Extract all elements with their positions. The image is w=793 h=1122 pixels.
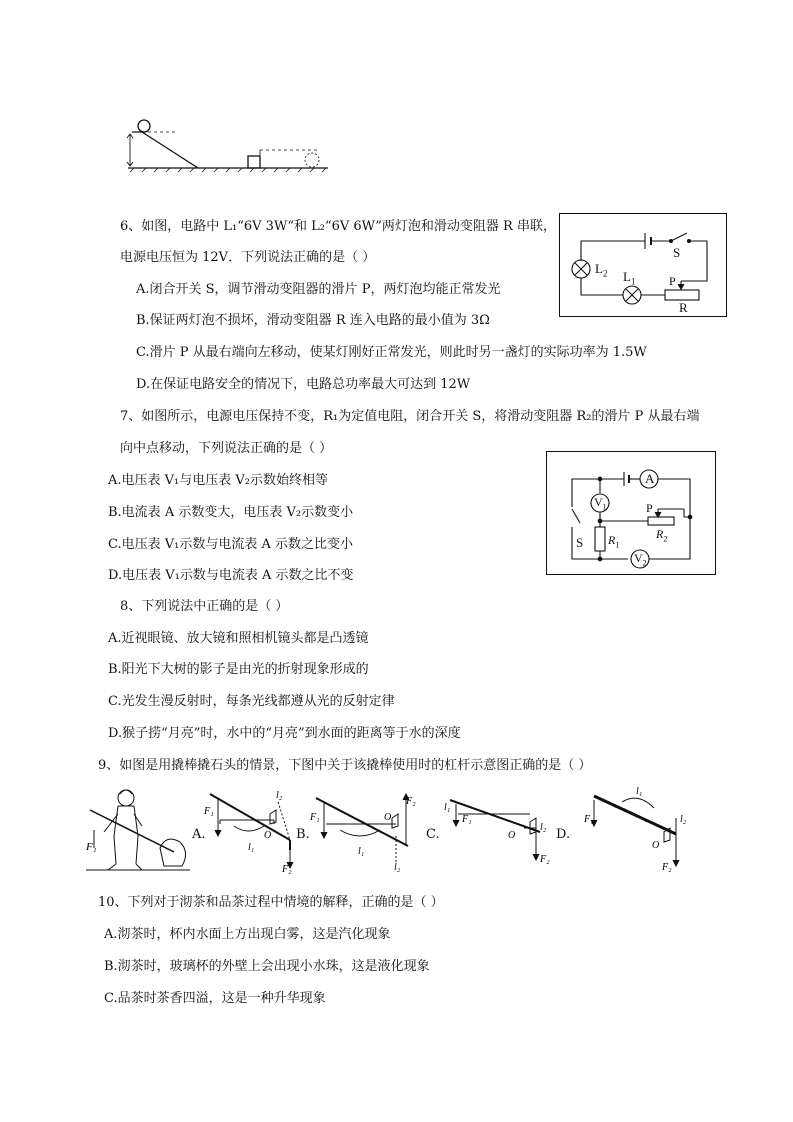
label-p: P <box>646 501 653 515</box>
label-r1: $R_1$ <box>608 533 620 550</box>
svg-text:l₁: l₁ <box>636 786 643 797</box>
q9-diagram-b <box>310 784 414 874</box>
ramp <box>132 132 198 168</box>
label-p: P <box>669 274 676 288</box>
q9-person-scene <box>86 786 190 880</box>
svg-text:l₂: l₂ <box>680 814 687 825</box>
q6-option-c: C.滑片 P 从最右端向左移动，使某灯刚好正常发光，则此时另一盏灯的实际功率为 1.5W <box>136 345 647 360</box>
q6-option-a: A.闭合开关 S，调节滑动变阻器的滑片 P，两灯泡均能正常发光 <box>136 282 501 297</box>
label-l1: $L_1$ <box>623 269 636 287</box>
q7-stem-1: 7、如图所示，电源电压保持不变，R₁为定值电阻，闭合开关 S，将滑动变阻器 R₂的滑片 P 从最右端 <box>120 409 700 424</box>
rheostat-r <box>665 290 699 300</box>
svg-text:O: O <box>508 830 516 841</box>
label-r2: $R_2$ <box>656 527 668 544</box>
q7-circuit-figure <box>546 451 716 575</box>
svg-text:l₂: l₂ <box>276 790 283 801</box>
ball <box>138 120 150 132</box>
q7-option-d: D.电压表 V₁示数与电流表 A 示数之比不变 <box>108 568 354 583</box>
q10-option-b: B.沏茶时，玻璃杯的外壁上会出现小水珠，这是液化现象 <box>104 959 430 974</box>
rheostat-r2 <box>648 517 674 525</box>
svg-text:O: O <box>652 840 660 851</box>
q8-stem: 8、下列说法中正确的是（ ） <box>120 599 289 614</box>
svg-text:O: O <box>384 812 392 823</box>
q8-option-c: C.光发生漫反射时，每条光线都遵从光的反射定律 <box>108 694 395 709</box>
q9-option-b-label: B. <box>296 827 310 842</box>
switch-s <box>671 233 687 241</box>
svg-text:F₂: F₂ <box>662 862 672 873</box>
label-r: R <box>679 300 688 315</box>
q7-stem-2: 向中点移动，下列说法正确的是（ ） <box>120 441 333 456</box>
svg-text:F₁: F₁ <box>462 814 472 825</box>
svg-text:F₁: F₁ <box>584 814 594 825</box>
svg-text:l₂: l₂ <box>394 862 401 873</box>
ramp-figure <box>118 116 338 176</box>
label-s: S <box>576 535 584 550</box>
q7-option-a: A.电压表 V₁与电压表 V₂示数始终相等 <box>108 473 328 488</box>
svg-text:l₁: l₁ <box>358 846 365 857</box>
svg-text:F₁: F₁ <box>204 806 214 817</box>
label-a: A <box>645 471 655 486</box>
q7-option-b: B.电流表 A 示数变大，电压表 V₂示数变小 <box>108 505 354 520</box>
svg-text:F₁: F₁ <box>310 812 320 823</box>
ball-dashed <box>305 153 319 167</box>
q10-option-c: C.品茶时茶香四溢，这是一种升华现象 <box>104 991 326 1006</box>
q9-option-d-label: D. <box>556 827 571 842</box>
svg-text:F₂: F₂ <box>540 854 550 865</box>
label-v2: $V_2$ <box>634 551 647 568</box>
person-f1: F₁ <box>86 841 97 853</box>
switch-s <box>572 509 580 523</box>
q9-stem: 9、如图是用撬棒撬石头的情景，下图中关于该撬棒使用时的杠杆示意图正确的是（ ） <box>98 758 592 773</box>
q10-stem: 10、下列对于沏茶和品茶过程中情境的解释，正确的是（ ） <box>98 895 444 910</box>
q6-stem-2: 电源电压恒为 12V．下列说法正确的是（ ） <box>120 250 376 265</box>
q10-option-a: A.沏茶时，杯内水面上方出现白雾，这是汽化现象 <box>104 927 391 942</box>
svg-text:l₁: l₁ <box>444 802 451 813</box>
label-s: S <box>673 245 681 260</box>
q8-option-a: A.近视眼镜、放大镜和照相机镜头都是凸透镜 <box>108 631 369 646</box>
label-v1: $V_1$ <box>594 495 607 512</box>
q9-diagram-a <box>204 784 296 874</box>
q6-stem-1: 6、如图，电路中 L₁“6V 3W“和 L₂“6V 6W”两灯泡和滑动变阻器 R 串联， <box>120 219 556 234</box>
q6-option-d: D.在保证电路安全的情况下，电路总功率最大可达到 12W <box>136 377 471 392</box>
svg-text:O: O <box>264 830 272 841</box>
q6-option-b: B.保证两灯泡不损坏，滑动变阻器 R 连入电路的最小值为 3Ω <box>136 313 490 328</box>
svg-text:F₂: F₂ <box>282 864 292 875</box>
q8-option-b: B.阳光下大树的影子是由光的折射现象形成的 <box>108 662 369 677</box>
label-l2: $L_2$ <box>595 261 608 279</box>
q7-option-c: C.电压表 V₁示数与电流表 A 示数之比变小 <box>108 537 354 552</box>
svg-text:F₂: F₂ <box>406 796 416 807</box>
rock <box>160 839 186 866</box>
q9-option-c-label: C. <box>426 827 440 842</box>
resistor-r1 <box>595 527 605 551</box>
block <box>248 156 260 168</box>
svg-text:l₁: l₁ <box>248 842 255 853</box>
svg-text:l₂: l₂ <box>540 822 547 833</box>
q9-option-a-label: A. <box>192 827 206 842</box>
q8-option-d: D.猴子捞“月亮”时，水中的“月亮”到水面的距离等于水的深度 <box>108 726 461 741</box>
q6-circuit-figure <box>559 213 727 317</box>
q9-diagram-c <box>444 790 556 870</box>
q9-diagram-d <box>584 782 694 874</box>
